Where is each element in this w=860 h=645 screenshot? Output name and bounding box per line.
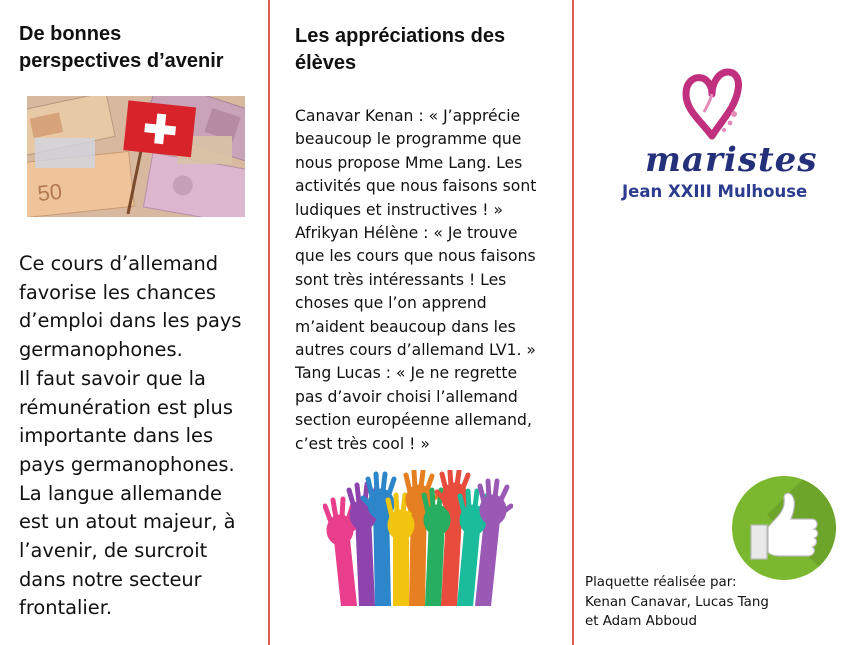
column1-line: d’emploi dans les pays [19, 309, 242, 333]
testimonial-line: ludiques et instructives ! » [295, 200, 503, 219]
testimonial-line: autres cours d’allemand LV1. » [295, 341, 536, 360]
column1-line: l’avenir, de surcroit [19, 539, 208, 563]
swiss-flag-on-euro-banknotes-photo [27, 96, 245, 217]
column2-title-line: élèves [295, 52, 357, 74]
column1-line: Ce cours d’allemand [19, 252, 219, 275]
column1-title-line: De bonnes [19, 23, 122, 45]
testimonial-line: que les cours que nous faisons [295, 247, 536, 266]
credits-line: Kenan Canavar, Lucas Tang [585, 594, 769, 610]
column1-title-line: perspectives d’avenir [19, 50, 224, 72]
testimonial-line: Canavar Kenan : « J’apprécie [295, 107, 521, 125]
testimonial-line: section européenne allemand, [295, 411, 532, 430]
column1-line: dans notre secteur [19, 567, 202, 591]
column1-line: frontalier. [19, 596, 113, 620]
column-divider-right [572, 0, 574, 645]
credits [585, 573, 805, 632]
column1-line: germanophones. [19, 338, 183, 362]
thumbs-up-icon [727, 475, 845, 583]
column1-line: favorise les chances [19, 280, 217, 304]
column-divider-left [268, 0, 270, 645]
column1-line: pays germanophones. [19, 452, 235, 476]
testimonial-line: choses que l’on apprend [295, 294, 487, 313]
column2-title [295, 23, 505, 77]
column1-title [19, 21, 224, 75]
column2-title-line: Les appréciations des [295, 25, 506, 47]
testimonial-line: activités que nous faisons sont [295, 177, 537, 196]
logo-subtitle: Jean XXIII Mulhouse [622, 182, 808, 201]
testimonial-line: Tang Lucas : « Je ne regrette [295, 364, 518, 383]
maristes-heart-icon [682, 68, 742, 140]
credits-line: Plaquette réalisée par: [585, 575, 737, 590]
testimonial-line: sont très intéressants ! Les [295, 270, 507, 289]
column1-line: rémunération est plus [19, 395, 233, 419]
column1-line: Il faut savoir que la [19, 366, 206, 390]
testimonial-line: Afrikyan Hélène : « Je trouve [295, 224, 518, 243]
column1-paragraph [19, 250, 259, 623]
column1-line: est un atout majeur, à [19, 510, 236, 534]
testimonial-line: beaucoup le programme que [295, 130, 522, 149]
raised-colorful-hands-illustration [323, 470, 513, 606]
logo-name: maristes [645, 140, 818, 180]
column1-line: importante dans les [19, 424, 214, 448]
testimonial-line: nous propose Mme Lang. Les [295, 153, 523, 172]
testimonial-line: pas d’avoir choisi l’allemand [295, 387, 518, 406]
testimonial-line: m’aident beaucoup dans les [295, 317, 516, 336]
testimonial-line: c’est très cool ! » [295, 434, 430, 453]
credits-line: et Adam Abboud [585, 614, 698, 629]
student-testimonials [295, 105, 557, 456]
svg-text:50: 50 [36, 178, 64, 207]
column1-line: La langue allemande [19, 481, 222, 505]
